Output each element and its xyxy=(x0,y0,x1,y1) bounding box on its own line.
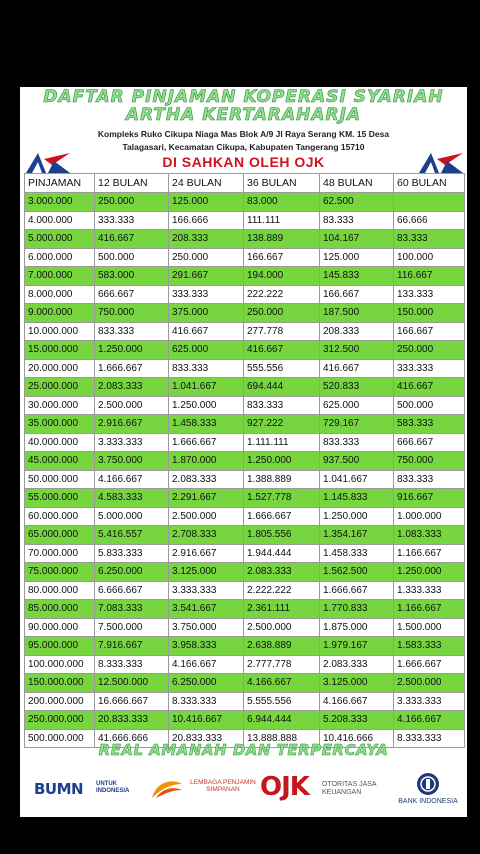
installment-cell: 1.250.000 xyxy=(169,396,244,415)
loan-amount-cell: 4.000.000 xyxy=(25,211,95,230)
installment-cell: 250.000 xyxy=(169,248,244,267)
installment-cell: 333.333 xyxy=(95,211,169,230)
bi-logo xyxy=(392,770,464,810)
installment-cell: 927.222 xyxy=(244,415,320,434)
installment-cell: 4.166.667 xyxy=(394,711,465,730)
installment-cell: 194.000 xyxy=(244,267,320,286)
installment-cell: 83.333 xyxy=(394,230,465,249)
installment-cell: 1.458.333 xyxy=(169,415,244,434)
loan-amount-cell: 45.000.000 xyxy=(25,452,95,471)
loan-amount-cell: 6.000.000 xyxy=(25,248,95,267)
table-row xyxy=(25,655,465,674)
loan-amount-cell: 15.000.000 xyxy=(25,341,95,360)
installment-cell: 416.667 xyxy=(320,359,394,378)
installment-cell: 666.667 xyxy=(394,433,465,452)
installment-cell: 2.083.333 xyxy=(169,470,244,489)
bumn-subtitle: UNTUK INDONESIA xyxy=(96,781,130,794)
installment-cell: 833.333 xyxy=(244,396,320,415)
installment-cell: 625.000 xyxy=(169,341,244,360)
table-row xyxy=(25,341,465,360)
title-line-1: DAFTAR PINJAMAN KOPERASI SYARIAH xyxy=(43,87,444,107)
installment-cell: 166.666 xyxy=(169,211,244,230)
table-header-row xyxy=(25,174,465,193)
table-row xyxy=(25,396,465,415)
table-row xyxy=(25,285,465,304)
installment-cell: 1.166.667 xyxy=(394,544,465,563)
ojk-mark: OJK xyxy=(260,772,309,802)
table-row xyxy=(25,452,465,471)
installment-cell: 1.250.000 xyxy=(95,341,169,360)
installment-cell: 1.145.833 xyxy=(320,489,394,508)
installment-cell: 8.333.333 xyxy=(169,692,244,711)
installment-cell: 111.111 xyxy=(244,211,320,230)
installment-cell: 520.833 xyxy=(320,378,394,397)
bumn-mark: BUMN xyxy=(34,780,84,798)
loan-amount-cell: 7.000.000 xyxy=(25,267,95,286)
installment-cell: 8.333.333 xyxy=(394,729,465,748)
loan-amount-cell: 25.000.000 xyxy=(25,378,95,397)
installment-cell: 5.416.557 xyxy=(95,526,169,545)
installment-cell: 250.000 xyxy=(95,193,169,212)
installment-cell: 750.000 xyxy=(95,304,169,323)
installment-cell: 2.083.333 xyxy=(244,563,320,582)
column-header: 60 BULAN xyxy=(394,174,465,193)
table-row xyxy=(25,359,465,378)
loan-amount-cell: 40.000.000 xyxy=(25,433,95,452)
table-row xyxy=(25,637,465,656)
installment-cell: 729.167 xyxy=(320,415,394,434)
installment-cell: 2.222.222 xyxy=(244,581,320,600)
installment-cell: 6.250.000 xyxy=(169,674,244,693)
bumn-logo xyxy=(34,770,144,810)
installment-cell: 3.333.333 xyxy=(95,433,169,452)
title-line-2: ARTHA KERTARAHARJA xyxy=(125,105,362,125)
installment-cell: 1.870.000 xyxy=(169,452,244,471)
installment-cell: 555.556 xyxy=(244,359,320,378)
loan-amount-cell: 250.000.000 xyxy=(25,711,95,730)
installment-cell: 20.833.333 xyxy=(95,711,169,730)
loan-amount-cell: 20.000.000 xyxy=(25,359,95,378)
installment-cell: 291.667 xyxy=(169,267,244,286)
installment-cell: 2.638.889 xyxy=(244,637,320,656)
installment-cell: 1.250.000 xyxy=(320,507,394,526)
installment-cell: 5.555.556 xyxy=(244,692,320,711)
installment-cell: 116.667 xyxy=(394,267,465,286)
installment-cell: 1.666.667 xyxy=(169,433,244,452)
installment-cell: 1.583.333 xyxy=(394,637,465,656)
installment-cell: 6.666.667 xyxy=(95,581,169,600)
installment-cell: 3.750.000 xyxy=(169,618,244,637)
installment-cell: 150.000 xyxy=(394,304,465,323)
installment-cell: 833.333 xyxy=(95,322,169,341)
installment-cell: 2.777.778 xyxy=(244,655,320,674)
loan-amount-cell: 150.000.000 xyxy=(25,674,95,693)
installment-cell: 1.666.667 xyxy=(95,359,169,378)
bi-logo-icon xyxy=(416,772,440,796)
installment-cell: 333.333 xyxy=(169,285,244,304)
installment-cell: 100.000 xyxy=(394,248,465,267)
installment-cell: 2.500.000 xyxy=(394,674,465,693)
installment-cell: 1.250.000 xyxy=(394,563,465,582)
table-row xyxy=(25,674,465,693)
installment-cell: 1.000.000 xyxy=(394,507,465,526)
installment-cell: 1.666.667 xyxy=(320,581,394,600)
loan-amount-cell: 9.000.000 xyxy=(25,304,95,323)
installment-cell: 2.500.000 xyxy=(244,618,320,637)
installment-cell: 750.000 xyxy=(394,452,465,471)
installment-cell: 3.333.333 xyxy=(169,581,244,600)
installment-cell: 1.666.667 xyxy=(244,507,320,526)
installment-cell: 3.750.000 xyxy=(95,452,169,471)
installment-cell: 6.250.000 xyxy=(95,563,169,582)
installment-cell: 4.166.667 xyxy=(169,655,244,674)
installment-cell: 583.333 xyxy=(394,415,465,434)
installment-cell: 416.667 xyxy=(95,230,169,249)
installment-cell: 5.000.000 xyxy=(95,507,169,526)
installment-cell: 312.500 xyxy=(320,341,394,360)
installment-cell: 145.833 xyxy=(320,267,394,286)
installment-cell: 2.916.667 xyxy=(169,544,244,563)
installment-cell: 7.916.667 xyxy=(95,637,169,656)
installment-cell: 2.291.667 xyxy=(169,489,244,508)
installment-cell: 5.208.333 xyxy=(320,711,394,730)
installment-cell: 250.000 xyxy=(394,341,465,360)
installment-cell: 1.111.111 xyxy=(244,433,320,452)
address-line-1: Kompleks Ruko Cikupa Niaga Mas Blok A/9 Jl Raya Serang KM. 15 Desa xyxy=(97,129,390,139)
installment-cell: 4.583.333 xyxy=(95,489,169,508)
table-row xyxy=(25,526,465,545)
installment-cell: 3.958.333 xyxy=(169,637,244,656)
loan-amount-cell: 60.000.000 xyxy=(25,507,95,526)
installment-cell: 8.333.333 xyxy=(95,655,169,674)
installment-cell: 1.527.778 xyxy=(244,489,320,508)
table-row xyxy=(25,711,465,730)
installment-cell: 500.000 xyxy=(95,248,169,267)
installment-cell: 4.166.667 xyxy=(320,692,394,711)
table-row xyxy=(25,193,465,212)
table-row xyxy=(25,248,465,267)
loan-amount-cell: 50.000.000 xyxy=(25,470,95,489)
table-row xyxy=(25,211,465,230)
installment-cell: 500.000 xyxy=(394,396,465,415)
installment-cell: 7.500.000 xyxy=(95,618,169,637)
installment-cell: 222.222 xyxy=(244,285,320,304)
loan-amount-cell: 200.000.000 xyxy=(25,692,95,711)
column-header: 48 BULAN xyxy=(320,174,394,193)
table-row xyxy=(25,600,465,619)
installment-cell: 208.333 xyxy=(320,322,394,341)
installment-cell: 2.708.333 xyxy=(169,526,244,545)
installment-cell: 2.500.000 xyxy=(169,507,244,526)
loan-amount-cell: 80.000.000 xyxy=(25,581,95,600)
installment-cell: 187.500 xyxy=(320,304,394,323)
installment-cell: 694.444 xyxy=(244,378,320,397)
installment-cell: 125.000 xyxy=(320,248,394,267)
installment-cell: 1.041.667 xyxy=(320,470,394,489)
installment-cell: 833.333 xyxy=(169,359,244,378)
installment-cell: 277.778 xyxy=(244,322,320,341)
installment-cell: 1.041.667 xyxy=(169,378,244,397)
installment-cell: 416.667 xyxy=(169,322,244,341)
installment-cell: 133.333 xyxy=(394,285,465,304)
loan-amount-cell: 3.000.000 xyxy=(25,193,95,212)
loan-amount-cell: 100.000.000 xyxy=(25,655,95,674)
ojk-logo xyxy=(260,770,390,810)
table-row xyxy=(25,489,465,508)
installment-cell: 1.805.556 xyxy=(244,526,320,545)
installment-cell: 138.889 xyxy=(244,230,320,249)
installment-cell: 1.250.000 xyxy=(244,452,320,471)
loan-amount-cell: 75.000.000 xyxy=(25,563,95,582)
installment-cell: 208.333 xyxy=(169,230,244,249)
installment-cell: 2.083.333 xyxy=(320,655,394,674)
installment-cell: 375.000 xyxy=(169,304,244,323)
table-row xyxy=(25,563,465,582)
table-row xyxy=(25,433,465,452)
table-row xyxy=(25,415,465,434)
installment-cell: 62.500 xyxy=(320,193,394,212)
installment-cell: 1.666.667 xyxy=(394,655,465,674)
installment-cell: 166.667 xyxy=(320,285,394,304)
installment-cell: 166.667 xyxy=(244,248,320,267)
installment-cell: 166.667 xyxy=(394,322,465,341)
installment-cell: 10.416.667 xyxy=(169,711,244,730)
table-row xyxy=(25,304,465,323)
table-row xyxy=(25,322,465,341)
table-row xyxy=(25,692,465,711)
installment-cell: 41.666.666 xyxy=(95,729,169,748)
installment-cell: 333.333 xyxy=(394,359,465,378)
ak-logo-icon xyxy=(417,149,465,175)
installment-cell: 416.667 xyxy=(394,378,465,397)
installment-cell: 1.388.889 xyxy=(244,470,320,489)
installment-cell: 2.361.111 xyxy=(244,600,320,619)
installment-cell: 3.333.333 xyxy=(394,692,465,711)
loan-amount-cell: 70.000.000 xyxy=(25,544,95,563)
table-row xyxy=(25,507,465,526)
installment-cell: 13.888.888 xyxy=(244,729,320,748)
loan-amount-cell: 65.000.000 xyxy=(25,526,95,545)
installment-cell: 833.333 xyxy=(320,433,394,452)
installment-cell: 1.944.444 xyxy=(244,544,320,563)
installment-cell: 625.000 xyxy=(320,396,394,415)
installment-cell: 83.333 xyxy=(320,211,394,230)
installment-cell: 250.000 xyxy=(244,304,320,323)
bi-subtitle: BANK INDONESIA xyxy=(398,798,458,805)
installment-cell: 1.500.000 xyxy=(394,618,465,637)
loan-amount-cell: 95.000.000 xyxy=(25,637,95,656)
approval-text: DI SAHKAN OLEH OJK xyxy=(162,154,325,170)
installment-cell: 1.354.167 xyxy=(320,526,394,545)
loan-table-sheet xyxy=(20,87,467,817)
installment-cell: 125.000 xyxy=(169,193,244,212)
installment-cell: 1.875.000 xyxy=(320,618,394,637)
table-row xyxy=(25,544,465,563)
column-header: 12 BULAN xyxy=(95,174,169,193)
table-row xyxy=(25,230,465,249)
installment-cell: 3.125.000 xyxy=(320,674,394,693)
installment-cell: 2.083.333 xyxy=(95,378,169,397)
table-row xyxy=(25,470,465,489)
installment-cell: 7.083.333 xyxy=(95,600,169,619)
column-header: 36 BULAN xyxy=(244,174,320,193)
loan-amount-cell: 5.000.000 xyxy=(25,230,95,249)
column-header: 24 BULAN xyxy=(169,174,244,193)
loan-amount-cell: 85.000.000 xyxy=(25,600,95,619)
table-row xyxy=(25,378,465,397)
installment-cell: 3.125.000 xyxy=(169,563,244,582)
column-header: PINJAMAN xyxy=(25,174,95,193)
installment-cell: 1.083.333 xyxy=(394,526,465,545)
installment-cell: 937.500 xyxy=(320,452,394,471)
installment-cell: 66.666 xyxy=(394,211,465,230)
table-row xyxy=(25,581,465,600)
installment-cell: 5.833.333 xyxy=(95,544,169,563)
table-row xyxy=(25,267,465,286)
loan-amount-cell: 30.000.000 xyxy=(25,396,95,415)
ojk-subtitle: OTORITAS JASA KEUANGAN xyxy=(322,781,377,796)
loan-amount-cell: 90.000.000 xyxy=(25,618,95,637)
installment-cell: 16.666.667 xyxy=(95,692,169,711)
installment-cell: 6.944.444 xyxy=(244,711,320,730)
installment-cell: 2.500.000 xyxy=(95,396,169,415)
slogan: REAL AMANAH DAN TERPERCAYA xyxy=(98,741,389,759)
installment-cell xyxy=(394,193,465,212)
table-row xyxy=(25,618,465,637)
installment-cell: 1.458.333 xyxy=(320,544,394,563)
lps-logo-icon xyxy=(150,778,184,800)
installment-cell: 1.562.500 xyxy=(320,563,394,582)
installment-cell: 12.500.000 xyxy=(95,674,169,693)
installment-cell: 833.333 xyxy=(394,470,465,489)
installment-cell: 1.333.333 xyxy=(394,581,465,600)
lps-subtitle: LEMBAGA PENJAMIN SIMPANAN xyxy=(190,779,256,793)
loan-amount-cell: 500.000.000 xyxy=(25,729,95,748)
lps-logo xyxy=(150,770,262,810)
installment-cell: 1.770.833 xyxy=(320,600,394,619)
installment-cell: 104.167 xyxy=(320,230,394,249)
installment-cell: 3.541.667 xyxy=(169,600,244,619)
loan-amount-cell: 55.000.000 xyxy=(25,489,95,508)
installment-cell: 916.667 xyxy=(394,489,465,508)
installment-table xyxy=(24,173,465,748)
installment-cell: 10.416.666 xyxy=(320,729,394,748)
installment-cell: 2.916.667 xyxy=(95,415,169,434)
installment-cell: 1.979.167 xyxy=(320,637,394,656)
loan-amount-cell: 8.000.000 xyxy=(25,285,95,304)
installment-cell: 83.000 xyxy=(244,193,320,212)
installment-cell: 416.667 xyxy=(244,341,320,360)
installment-cell: 4.166.667 xyxy=(244,674,320,693)
installment-cell: 583.000 xyxy=(95,267,169,286)
installment-cell: 1.166.667 xyxy=(394,600,465,619)
installment-cell: 4.166.667 xyxy=(95,470,169,489)
installment-cell: 666.667 xyxy=(95,285,169,304)
loan-amount-cell: 10.000.000 xyxy=(25,322,95,341)
address-line-2: Talagasari, Kecamatan Cikupa, Kabupaten Tangerang 15710 xyxy=(122,142,365,152)
loan-amount-cell: 35.000.000 xyxy=(25,415,95,434)
installment-cell: 20.833.333 xyxy=(169,729,244,748)
